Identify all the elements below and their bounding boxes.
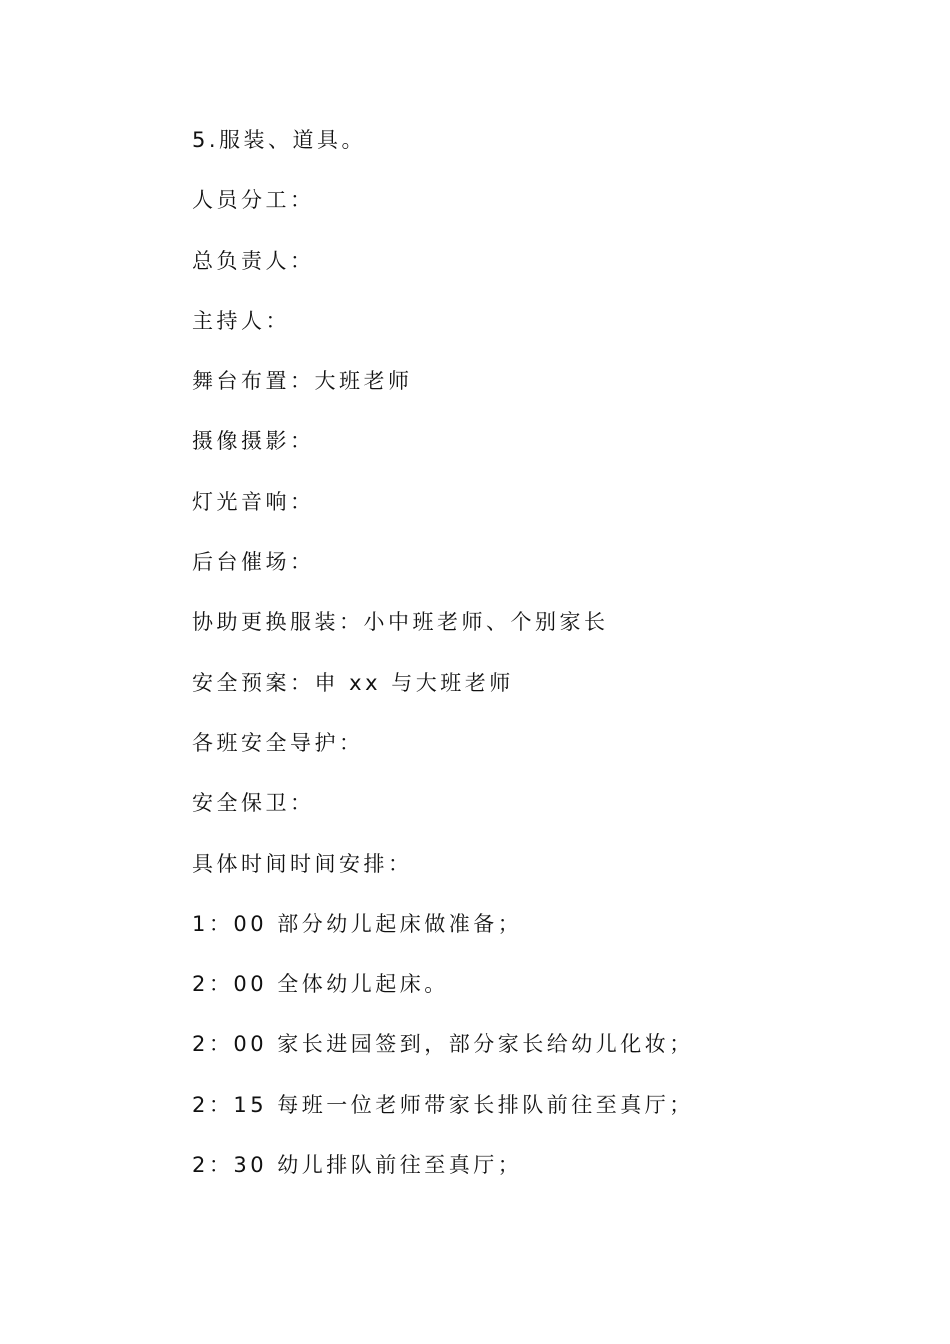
class-safety-guide-line: 各班安全导护：	[192, 730, 364, 755]
staff-assignment-heading: 人员分工：	[192, 188, 315, 213]
safety-plan-line: 安全预案：申 xx 与大班老师	[192, 670, 514, 695]
stage-setup-line: 舞台布置：大班老师	[192, 369, 413, 394]
schedule-item: 2：00 全体幼儿起床。	[192, 972, 449, 997]
security-line: 安全保卫：	[192, 791, 315, 816]
host-line: 主持人：	[192, 308, 290, 333]
schedule-item: 2：15 每班一位老师带家长排队前往至真厅；	[192, 1092, 694, 1117]
general-manager-line: 总负责人：	[192, 248, 315, 273]
schedule-heading: 具体时间时间安排：	[192, 851, 413, 876]
costume-change-line: 协助更换服装：小中班老师、个别家长	[192, 610, 609, 635]
photography-line: 摄像摄影：	[192, 429, 315, 454]
backstage-line: 后台催场：	[192, 550, 315, 575]
schedule-item: 2：30 幼儿排队前往至真厅；	[192, 1153, 523, 1178]
document-body	[192, 110, 872, 1195]
costume-props-line: 5.服装、道具。	[192, 128, 367, 152]
lighting-sound-line: 灯光音响：	[192, 489, 315, 514]
schedule-item: 2：00 家长进园签到，部分家长给幼儿化妆；	[192, 1032, 694, 1057]
schedule-item: 1：00 部分幼儿起床做准备；	[192, 911, 523, 936]
